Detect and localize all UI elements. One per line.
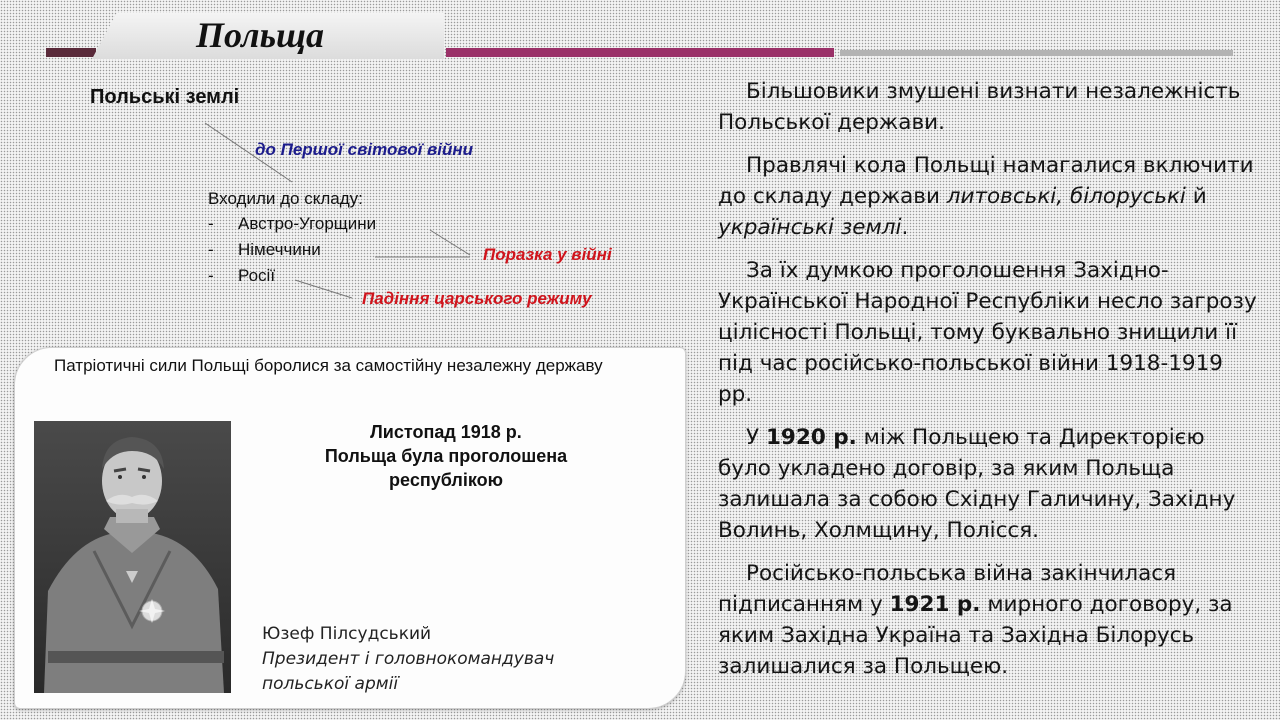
announce-line: Польща була проголошена (324, 446, 568, 466)
text-span: . (901, 215, 909, 240)
connector-lines (0, 0, 700, 340)
portrait-photo (34, 421, 231, 693)
paragraph-1920-treaty (718, 422, 1258, 546)
right-text-block (718, 76, 1258, 694)
text-span: й (1185, 184, 1207, 209)
text-span: Правлячі кола Польщі намагалися включити до складу держави (718, 153, 1254, 209)
text-span: Російсько-польська війна закінчилася підписанням у (718, 561, 1177, 617)
defeat-in-war-label: Поразка у війні (483, 245, 612, 264)
list-item-russia: Росії (238, 266, 276, 285)
paragraph-bolsheviks: Більшовики змушені визнати незалежність Польської держави. (718, 79, 1241, 135)
included-label: Входили до складу: (208, 189, 363, 208)
person-role: Президент і головнокомандувач (262, 649, 555, 669)
list-item-germany: Німеччини (238, 240, 321, 259)
paragraph-zunr: За їх думкою проголошення Західно-Української Народної Республіки несло загрозу цілісності Польщі, тому буквально знищили її під час російсько-польської війни 1918-1919 рр. (718, 258, 1257, 407)
polish-lands-heading: Польські землі (90, 86, 240, 108)
person-name: Юзеф Пілсудський (262, 624, 432, 644)
year-1921: 1921 р. (889, 592, 981, 617)
paragraph-ruling-circles (718, 150, 1258, 243)
list-item-dash: - (208, 240, 214, 259)
before-war-label: до Першої світової війни (255, 140, 474, 159)
list-item-dash: - (208, 266, 214, 285)
republic-announcement (300, 420, 592, 492)
list-item-dash: - (208, 214, 214, 233)
text-span: У (746, 425, 766, 450)
announce-date: Листопад 1918 р. (370, 422, 522, 442)
italic-span: литовські, білоруські (946, 184, 1186, 209)
portrait-caption (262, 622, 554, 697)
paragraph-war-end (718, 558, 1258, 682)
italic-span: українські землі (718, 215, 902, 240)
list-item-austria-hungary: Австро-Угорщини (238, 214, 377, 233)
text-span: мирного договору, за яким Західна Україна та Західна Білорусь залишалися за Польщею. (718, 592, 1233, 679)
patriotic-forces-text: Патріотичні сили Польщі боролися за самостійну незалежну державу (54, 356, 603, 375)
announce-line: республікою (389, 470, 503, 490)
title-accent-bar-gray (840, 50, 1233, 56)
year-1920: 1920 р. (765, 425, 857, 450)
fall-of-tsarist-regime-label: Падіння царського режиму (362, 289, 592, 308)
text-span: між Польщею та Директорією було укладено договір, за яким Польща залишала за собою Східну Галичину, Західну Волинь, Холмщину, Полісся. (718, 425, 1236, 543)
slide-title: Польща (196, 15, 325, 55)
person-role: польської армії (262, 674, 399, 694)
